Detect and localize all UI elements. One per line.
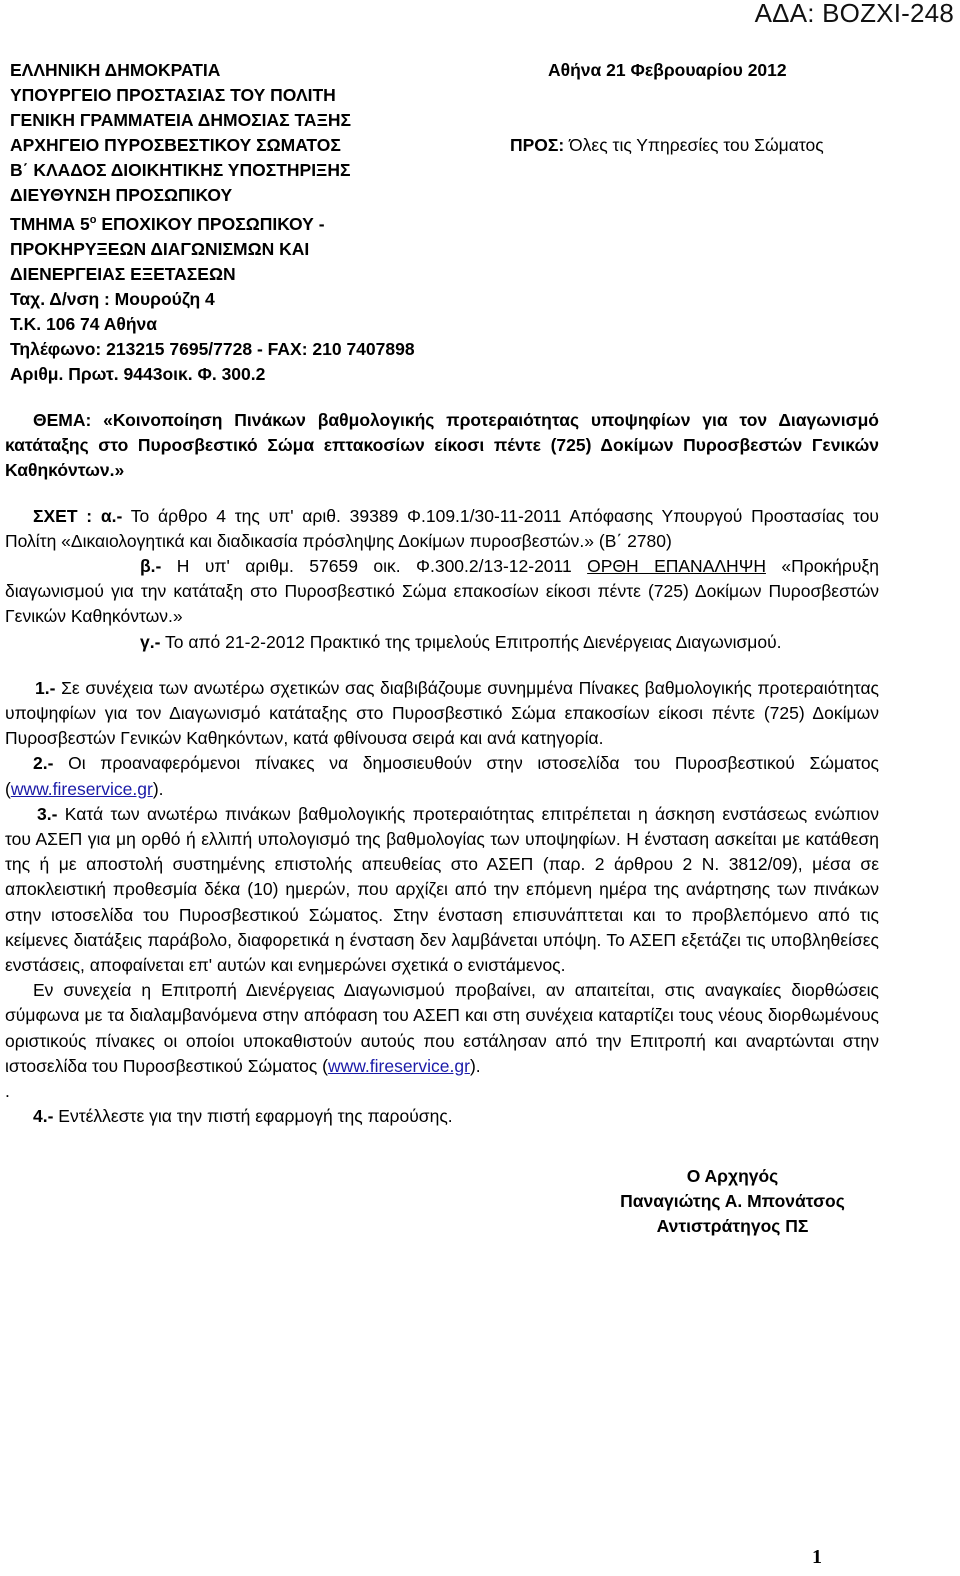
page-number: 1	[812, 1546, 822, 1568]
paragraph-3b	[5, 978, 879, 1079]
postcode-line: Τ.Κ. 106 74 Αθήνα	[10, 313, 158, 334]
sender-line: ΕΛΛΗΝΙΚΗ ΔΗΜΟΚΡΑΤΙΑ	[10, 60, 221, 80]
sender-line: ΔΙΕΥΘΥΝΣΗ ΠΡΟΣΩΠΙΚΟΥ	[10, 185, 233, 205]
reference-a-text: Το άρθρο 4 της υπ' αριθ. 39389 Φ.109.1/30-11-2011 Απόφασης Υπουργού Προστασίας του Πολίτη «Δικαιολογητικά και διαδικασία πρόσληψης Δοκίμων πυροσβεστών.» (Β΄ 2780)	[5, 505, 879, 551]
paragraph-3b-end: ).	[469, 1055, 481, 1076]
department-superscript: ο	[89, 214, 97, 226]
document-body	[5, 408, 879, 1129]
recipient-label: ΠΡΟΣ:	[510, 135, 565, 155]
subject: ΘΕΜΑ: «Κοινοποίηση Πινάκων βαθμολογικής προτεραιότητας υποψηφίων για τον Διαγωνισμό κατάταξης στο Πυροσβεστικό Σώμα επτακοσίων είκοσι πέντε (725) Δοκίμων Πυροσβεστών Γενικών Καθηκόντων.»	[5, 410, 879, 481]
reference-c	[5, 630, 879, 655]
paragraph-4-text: Εντέλλεστε για την πιστή εφαρμογή της παρούσης.	[53, 1106, 453, 1127]
paragraph-2-end: ).	[152, 778, 164, 799]
signature-rank: Αντιστράτηγος ΠΣ	[656, 1216, 809, 1236]
sender-line: ΥΠΟΥΡΓΕΙΟ ΠΡΟΣΤΑΣΙΑΣ ΤΟΥ ΠΟΛΙΤΗ	[10, 85, 336, 105]
reference-a-label: ΣΧΕΤ : α.-	[33, 505, 123, 526]
reference-c-label: γ.-	[140, 631, 161, 652]
reference-b-underline: ΟΡΘΗ ΕΠΑΝΑΛΗΨΗ	[587, 556, 766, 577]
recipient	[510, 135, 824, 156]
ada-code: ΑΔΑ: ΒΟΖΧΙ-248	[754, 0, 954, 28]
department-suffix: ΕΠΟΧΙΚΟΥ ΠΡΟΣΩΠΙΚΟΥ -	[96, 213, 325, 234]
signature-block	[600, 1164, 865, 1239]
fireservice-link[interactable]: www.fireservice.gr	[327, 1055, 470, 1076]
reference-a	[5, 504, 879, 554]
reference-b	[5, 554, 879, 630]
recipient-value: Όλες τις Υπηρεσίες του Σώματος	[564, 135, 824, 155]
reference-b-text: Η υπ' αριθμ. 57659 οικ. Φ.300.2/13-12-2011	[161, 556, 588, 577]
paragraph-4-label: 4.-	[33, 1106, 54, 1127]
fireservice-link[interactable]: www.fireservice.gr	[10, 778, 153, 799]
protocol-line: Αριθμ. Πρωτ. 9443οικ. Φ. 300.2	[10, 363, 266, 384]
reference-c-text: Το από 21-2-2012 Πρακτικό της τριμελούς Επιτροπής Διενέργειας Διαγωνισμού.	[160, 631, 782, 652]
sender-block	[10, 58, 415, 387]
paragraph-1	[5, 676, 879, 752]
sender-line: ΓΕΝΙΚΗ ΓΡΑΜΜΑΤΕΙΑ ΔΗΜΟΣΙΑΣ ΤΑΞΗΣ	[10, 110, 351, 130]
paragraph-4	[5, 1104, 879, 1129]
sender-line: ΔΙΕΝΕΡΓΕΙΑΣ ΕΞΕΤΑΣΕΩΝ	[10, 263, 236, 284]
spacer	[5, 655, 879, 676]
paragraph-2-text: Οι προαναφερόμενοι πίνακες να δημοσιευθούν στην ιστοσελίδα του Πυροσβεστικού Σώματος (	[5, 753, 879, 799]
signature-title: Ο Αρχηγός	[686, 1166, 779, 1186]
paragraph-3-text: Κατά των ανωτέρω πινάκων βαθμολογικής προτεραιότητας επιτρέπεται η άσκηση ενστάσεως ενώπιον του ΑΣΕΠ για μη ορθό ή ελλιπή υπολογισμό της βαθμολογίας των υποψηφίων. Η ένσταση ασκείται με κατάθεση της ή με αποστολή συστημένης επιστολής απευθείας στο ΑΣΕΠ (παρ. 2 άρθρου 2 Ν. 3812/09), μέσα σε αποκλειστική προθεσμία δέκα (10) ημερών, που αρχίζει από την επόμενη ημέρα της ανάρτησης των πινάκων στην ιστοσελίδα του Πυροσβεστικού Σώματος. Στην ένσταση επισυνάπτεται και το προβλεπόμενο από τις κείμενες διατάξεις παράβολο, διαφορετικά η ένσταση δεν λαμβάνεται υπόψη. Το ΑΣΕΠ εξετάζει τις υποβληθείσες ενστάσεις, αποφαίνεται επ' αυτών και ενημερώνει σχετικά ο ενιστάμενος.	[5, 803, 879, 976]
department-prefix: ΤΜΗΜΑ 5	[10, 213, 90, 234]
sender-line: ΑΡΧΗΓΕΙΟ ΠΥΡΟΣΒΕΣΤΙΚΟΥ ΣΩΜΑΤΟΣ	[10, 135, 341, 155]
phone-line: Τηλέφωνο: 213215 7695/7728 - FAX: 210 7407898	[10, 338, 415, 359]
address-line: Ταχ. Δ/νση : Μουρούζη 4	[10, 288, 215, 309]
paragraph-1-text: Σε συνέχεια των ανωτέρω σχετικών σας διαβιβάζουμε συνημμένα Πίνακες βαθμολογικής προτεραιότητας υποψηφίων για τον Διαγωνισμό κατάταξης στο Πυροσβεστικό Σώμα επακοσίων είκοσι πέντε (725) Δοκίμων Πυροσβεστών Γενικών Καθηκόντων, κατά φθίνουσα σειρά και ανά κατηγορία.	[5, 677, 879, 749]
paragraph-2-label: 2.-	[33, 753, 54, 774]
signature-name: Παναγιώτης Α. Μπονάτσος	[620, 1191, 845, 1211]
paragraph-3b-text: Εν συνεχεία η Επιτροπή Διενέργειας Διαγωνισμού προβαίνει, αν απαιτείται, στις αναγκαίες διορθώσεις σύμφωνα με τα διαλαμβανόμενα στην απόφαση του ΑΣΕΠ και στη συνέχεια καταρτίζει τους νέους διορθωμένους οριστικούς πίνακες οι οποίοι υποκαθιστούν αυτούς που εστάλησαν από την Επιτροπή και αναρτώνται στην ιστοσελίδα του Πυροσβεστικού Σώματος (	[5, 980, 879, 1076]
paragraph-2	[5, 751, 879, 801]
document-date: Αθήνα 21 Φεβρουαρίου 2012	[548, 60, 787, 80]
reference-b-text-end: «Προκήρυξη διαγωνισμού για την κατάταξη στο Πυροσβεστικό Σώμα επακοσίων είκοσι πέντε (725) Δοκίμων Πυροσβεστών Γενικών Καθηκόντων.»	[5, 556, 879, 627]
paragraph-1-label: 1.-	[35, 677, 56, 698]
sender-line: ΠΡΟΚΗΡΥΞΕΩΝ ΔΙΑΓΩΝΙΣΜΩΝ ΚΑΙ	[10, 238, 310, 259]
sender-line-department	[10, 208, 415, 237]
sender-line: Β΄ ΚΛΑΔΟΣ ΔΙΟΙΚΗΤΙΚΗΣ ΥΠΟΣΤΗΡΙΞΗΣ	[10, 160, 351, 180]
paragraph-3	[5, 802, 879, 978]
reference-b-label: β.-	[140, 556, 162, 577]
stray-dot: .	[5, 1081, 10, 1102]
paragraph-3-label: 3.-	[37, 803, 58, 824]
